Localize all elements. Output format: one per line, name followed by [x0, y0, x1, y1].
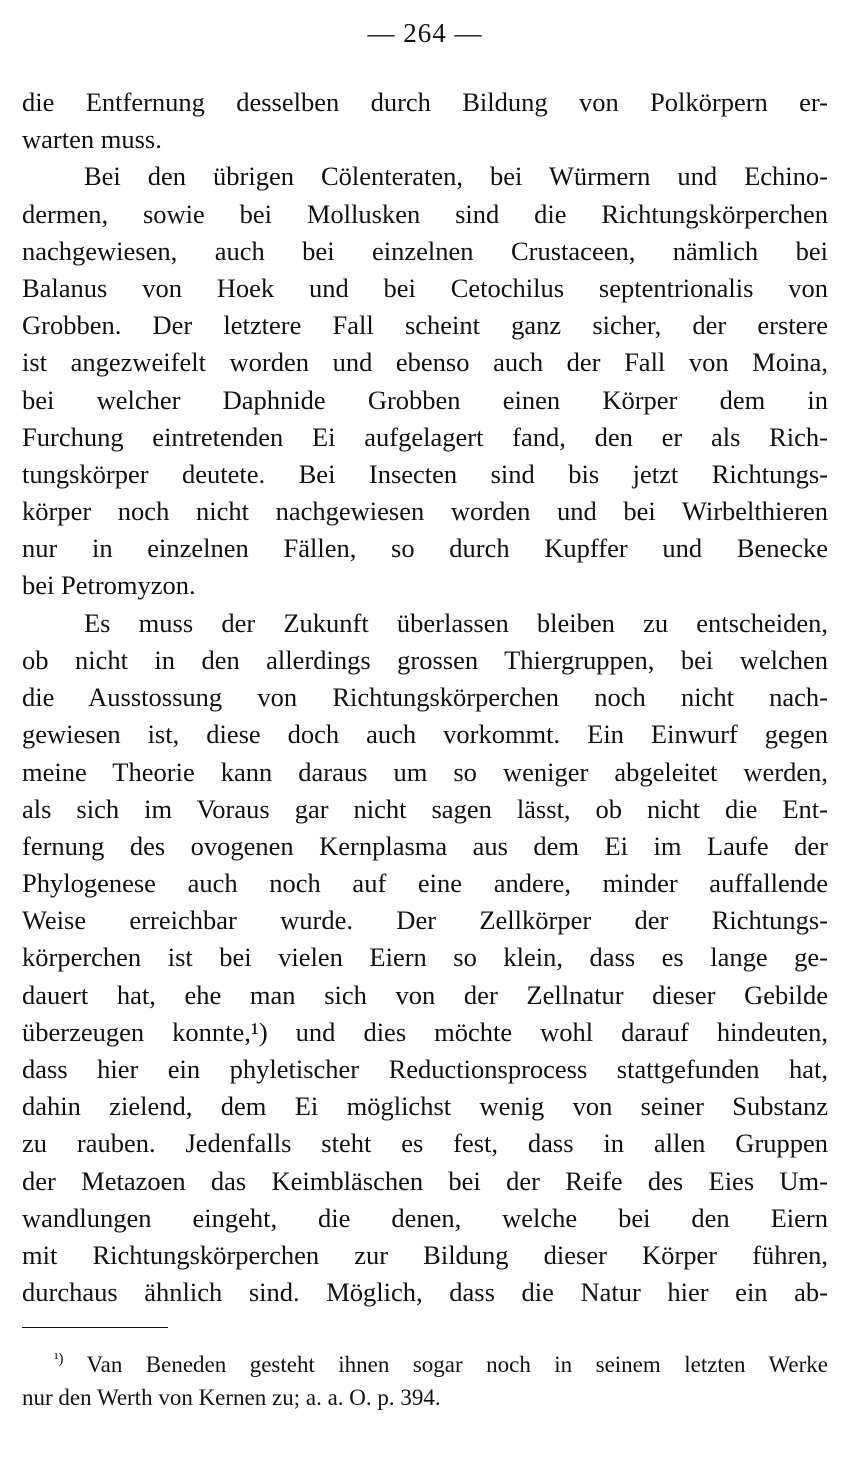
text-line: bei Petromyzon. [22, 570, 196, 601]
text-line: Es muss der Zukunft überlassen bleiben zu entscheiden, [84, 607, 828, 638]
page-number: — 264 — [367, 18, 483, 48]
text-line: der Metazoen das Keimbläschen bei der Reife des Eies Um- [22, 1165, 828, 1196]
paragraph-1 [22, 84, 828, 158]
text-line: dahin zielend, dem Ei möglichst wenig von seiner Substanz [22, 1091, 828, 1122]
text-line: ob nicht in den allerdings grossen Thiergruppen, bei welchen [22, 644, 828, 675]
text-line: wandlungen eingeht, die denen, welche bei den Eiern [22, 1202, 828, 1233]
text-line: Bei den übrigen Cölenteraten, bei Würmern und Echino- [84, 161, 828, 192]
text-line: als sich im Voraus gar nicht sagen lässt, ob nicht die Ent- [22, 793, 828, 824]
text-line: mit Richtungskörperchen zur Bildung dieser Körper führen, [22, 1239, 828, 1270]
text-line: durchaus ähnlich sind. Möglich, dass die Natur hier ein ab- [22, 1277, 828, 1308]
text-line: zu rauben. Jedenfalls steht es fest, dass in allen Gruppen [22, 1128, 828, 1159]
text-line: die Ausstossung von Richtungskörperchen noch nicht nach- [22, 682, 828, 713]
text-line: fernung des ovogenen Kernplasma aus dem Ei im Laufe der [22, 830, 828, 861]
text-line: ist angezweifelt worden und ebenso auch der Fall von Moina, [22, 347, 828, 378]
text-line: gewiesen ist, diese doch auch vorkommt. Ein Einwurf gegen [22, 719, 828, 750]
text-line: Furchung eintretenden Ei aufgelagert fand, den er als Rich- [22, 421, 828, 452]
text-line: tungskörper deutete. Bei Insecten sind bis jetzt Richtungs- [22, 458, 828, 489]
text-line: die Entfernung desselben durch Bildung von Polkörpern er- [22, 87, 828, 117]
text-line: Weise erreichbar wurde. Der Zellkörper der Richtungs- [22, 905, 828, 936]
text-line: nachgewiesen, auch bei einzelnen Crustaceen, nämlich bei [22, 235, 828, 266]
text-line: dass hier ein phyletischer Reductionsprocess stattgefunden hat, [22, 1054, 828, 1085]
paragraph-2 [22, 158, 828, 604]
paragraph-3 [22, 605, 828, 1312]
text-line: dermen, sowie bei Mollusken sind die Richtungskörperchen [22, 198, 828, 229]
footnote-text: Van Beneden gesteht ihnen sogar noch in seinem letzten Werke [86, 1352, 828, 1377]
footnote-divider [22, 1327, 168, 1328]
text-line: Balanus von Hoek und bei Cetochilus septentrionalis von [22, 272, 828, 303]
text-line: körper noch nicht nachgewiesen worden und bei Wirbelthieren [22, 496, 828, 527]
footnote [22, 1348, 828, 1414]
text-line: bei welcher Daphnide Grobben einen Körper dem in [22, 384, 828, 415]
text-line: meine Theorie kann daraus um so weniger abgeleitet werden, [22, 756, 828, 787]
text-line: Grobben. Der letztere Fall scheint ganz sicher, der erstere [22, 310, 828, 341]
footnote-line: nur den Werth von Kernen zu; a. a. O. p. 394. [22, 1385, 441, 1410]
text-line: überzeugen konnte,¹) und dies möchte wohl darauf hindeuten, [22, 1016, 828, 1047]
text-line: nur in einzelnen Fällen, so durch Kupffer und Benecke [22, 533, 828, 564]
text-line: körperchen ist bei vielen Eiern so klein, dass es lange ge- [22, 942, 828, 973]
text-line: Phylogenese auch noch auf eine andere, minder auffallende [22, 868, 828, 899]
footnote-line [22, 1348, 828, 1381]
text-line: dauert hat, ehe man sich von der Zellnatur dieser Gebilde [22, 979, 828, 1010]
footnote-marker: ¹) [54, 1351, 64, 1367]
text-line: warten muss. [22, 124, 162, 155]
